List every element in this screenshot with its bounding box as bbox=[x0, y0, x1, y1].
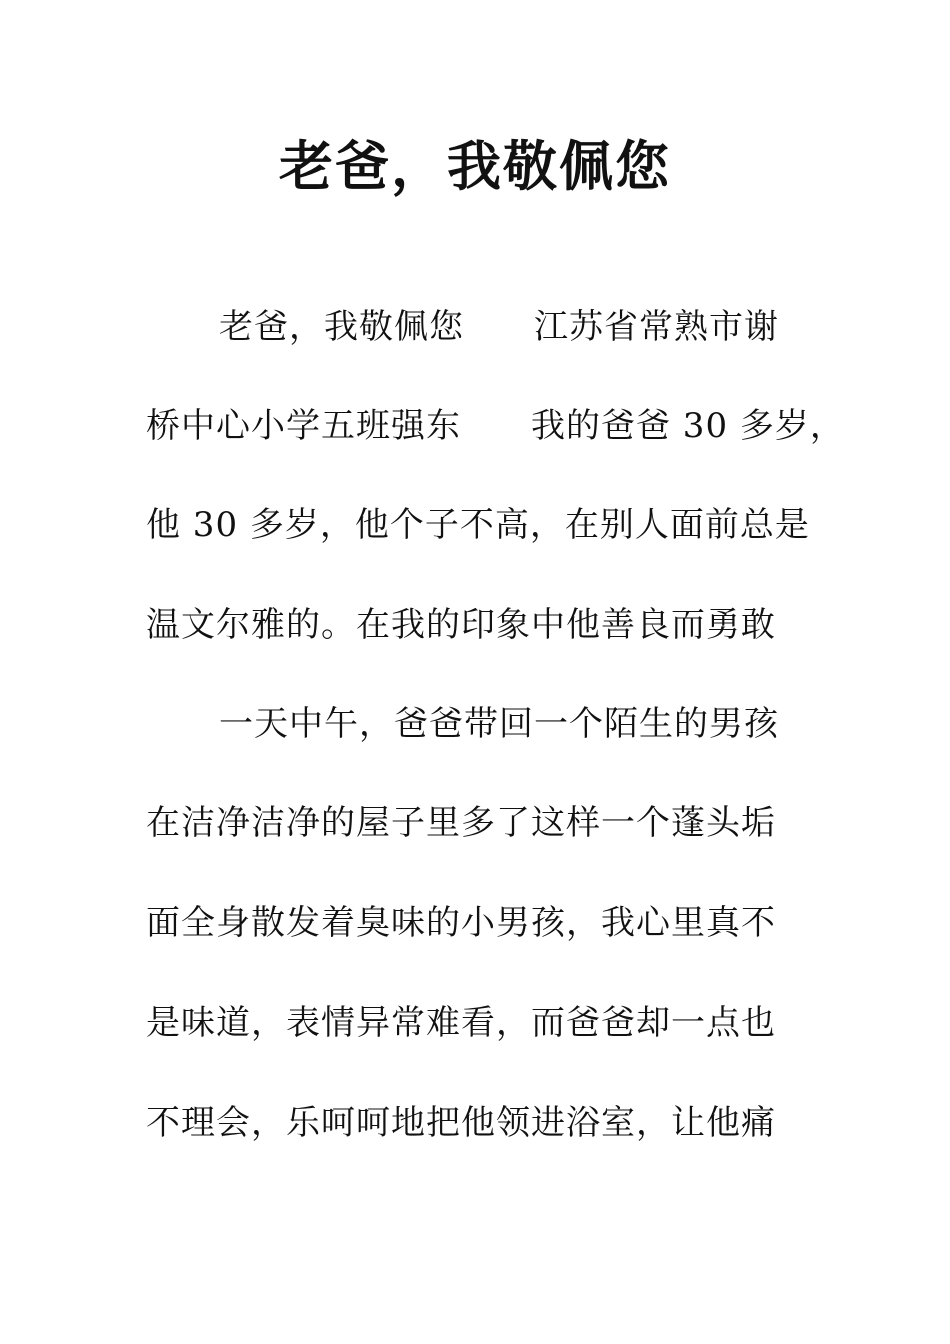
body-line-8: 是味道，表情异常难看，而爸爸却一点也 bbox=[146, 1003, 776, 1043]
body-line-4: 温文尔雅的。在我的印象中他善良而勇敢 bbox=[146, 605, 776, 645]
body-line-6: 在洁净洁净的屋子里多了这样一个蓬头垢 bbox=[146, 803, 776, 843]
body-line-7: 面全身散发着臭味的小男孩，我心里真不 bbox=[146, 903, 776, 943]
body-line-5: 一天中午，爸爸带回一个陌生的男孩 bbox=[219, 704, 779, 744]
document-title: 老爸，我敬佩您 bbox=[279, 134, 671, 198]
body-line-2: 桥中心小学五班强东 我的爸爸 30 多岁， bbox=[146, 406, 845, 446]
body-line-9: 不理会，乐呵呵地把他领进浴室，让他痛 bbox=[146, 1103, 776, 1143]
body-line-1: 老爸，我敬佩您 江苏省常熟市谢 bbox=[219, 307, 779, 347]
body-line-3: 他 30 多岁，他个子不高，在别人面前总是 bbox=[146, 505, 810, 545]
